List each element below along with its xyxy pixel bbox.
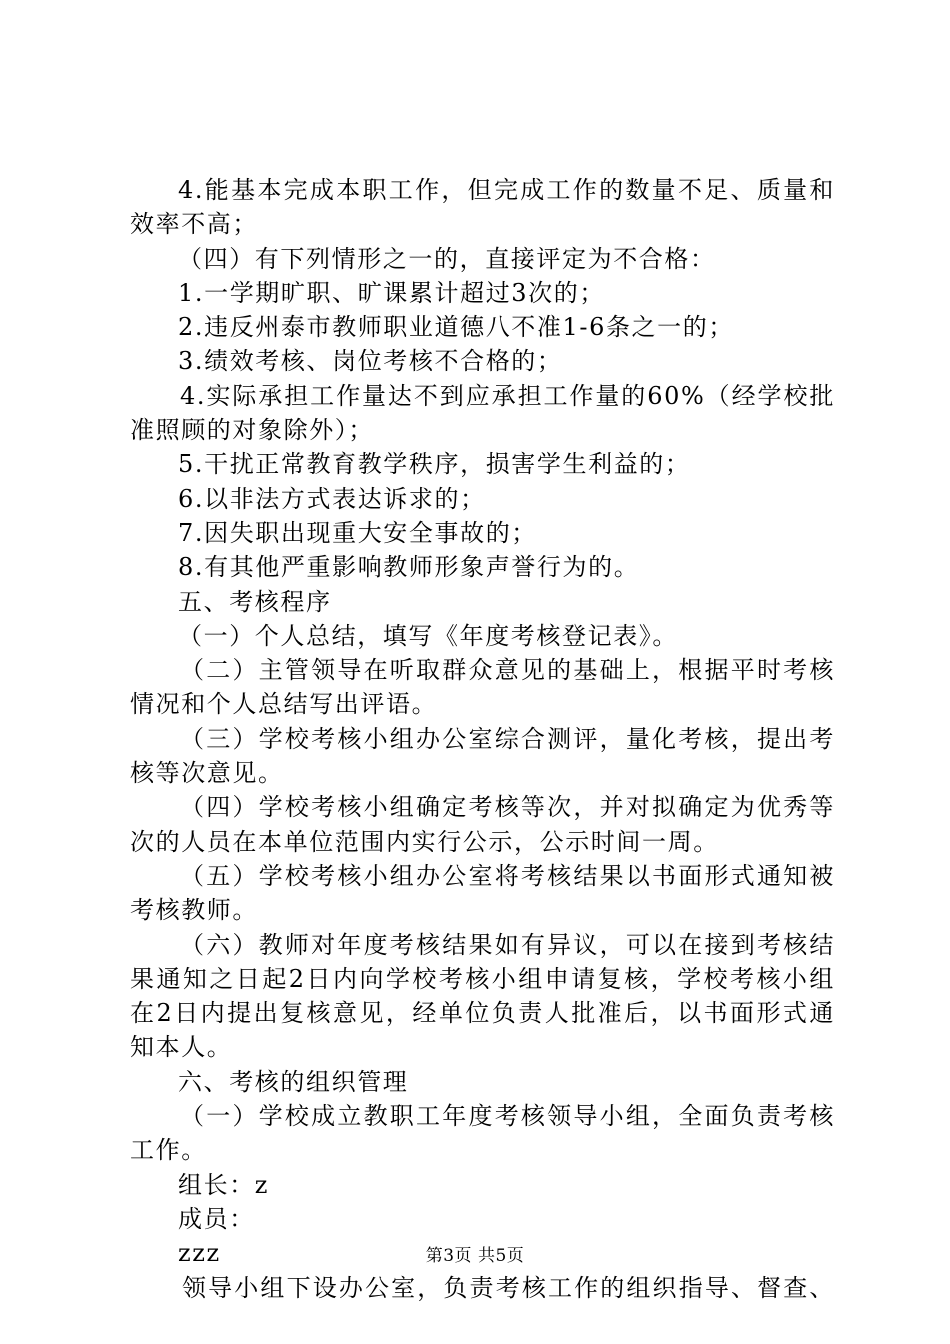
paragraph-line: 4.能基本完成本职工作，但完成工作的数量不足、质量和 (178, 176, 835, 204)
paragraph-line: 准照顾的对象除外）； (130, 416, 374, 445)
paragraph-line: 2.违反州泰市教师职业道德八不准1-6条之一的； (178, 313, 734, 342)
paragraph-line: 效率不高； (130, 210, 258, 239)
paragraph-line: 知本人。 (130, 1033, 233, 1062)
paragraph-line: 情况和个人总结写出评语。 (130, 690, 438, 719)
paragraph-line: 组长：z (178, 1170, 270, 1199)
paragraph-line: 工作。 (130, 1136, 207, 1165)
section-heading: 六、考核的组织管理 (178, 1067, 409, 1096)
page-footer: 第3页 共5页 (425, 1246, 525, 1266)
paragraph-line: 次的人员在本单位范围内实行公示，公示时间一周。 (130, 827, 719, 856)
paragraph-line: 1.一学期旷职、旷课累计超过3次的； (178, 278, 605, 307)
paragraph-line: 果通知之日起2日内向学校考核小组申请复核，学校考核小组 (130, 964, 835, 993)
paragraph-line: zzz (178, 1239, 221, 1268)
paragraph-line: （六）教师对年度考核结果如有异议，可以在接到考核结 (180, 930, 835, 959)
paragraph-line: （二）主管领导在听取群众意见的基础上，根据平时考核 (180, 656, 835, 685)
paragraph-line: （三）学校考核小组办公室综合测评，量化考核，提出考 (180, 724, 835, 753)
section-heading: 五、考核程序 (178, 587, 332, 616)
paragraph-line: （四）有下列情形之一的，直接评定为不合格： (178, 244, 716, 273)
paragraph-line: 领导小组下设办公室，负责考核工作的组织指导、督查、 (182, 1273, 835, 1302)
paragraph-line: （四）学校考核小组确定考核等次，并对拟确定为优秀等 (180, 793, 835, 822)
paragraph-line: 7.因失职出现重大安全事故的； (178, 518, 537, 547)
paragraph-line: （五）学校考核小组办公室将考核结果以书面形式通知被 (180, 861, 835, 890)
paragraph-line: 3.绩效考核、岗位考核不合格的； (178, 347, 563, 376)
paragraph-line: 8.有其他严重影响教师形象声誉行为的。 (178, 553, 640, 582)
paragraph-line: 核等次意见。 (130, 759, 284, 788)
paragraph-line: 6.以非法方式表达诉求的； (178, 484, 486, 513)
paragraph-line: 成员： (178, 1204, 255, 1233)
paragraph-line: 4.实际承担工作量达不到应承担工作量的60%（经学校批 (180, 381, 835, 410)
document-body (130, 173, 835, 1305)
paragraph-line: 考核教师。 (130, 896, 258, 925)
paragraph-line: （一）个人总结，填写《年度考核登记表》。 (178, 621, 678, 650)
paragraph-line: 5.干扰正常教育教学秩序，损害学生利益的； (178, 450, 691, 479)
paragraph-line: 在2日内提出复核意见，经单位负责人批准后，以书面形式通 (130, 999, 835, 1028)
paragraph-line: （一）学校成立教职工年度考核领导小组，全面负责考核 (180, 1102, 835, 1131)
